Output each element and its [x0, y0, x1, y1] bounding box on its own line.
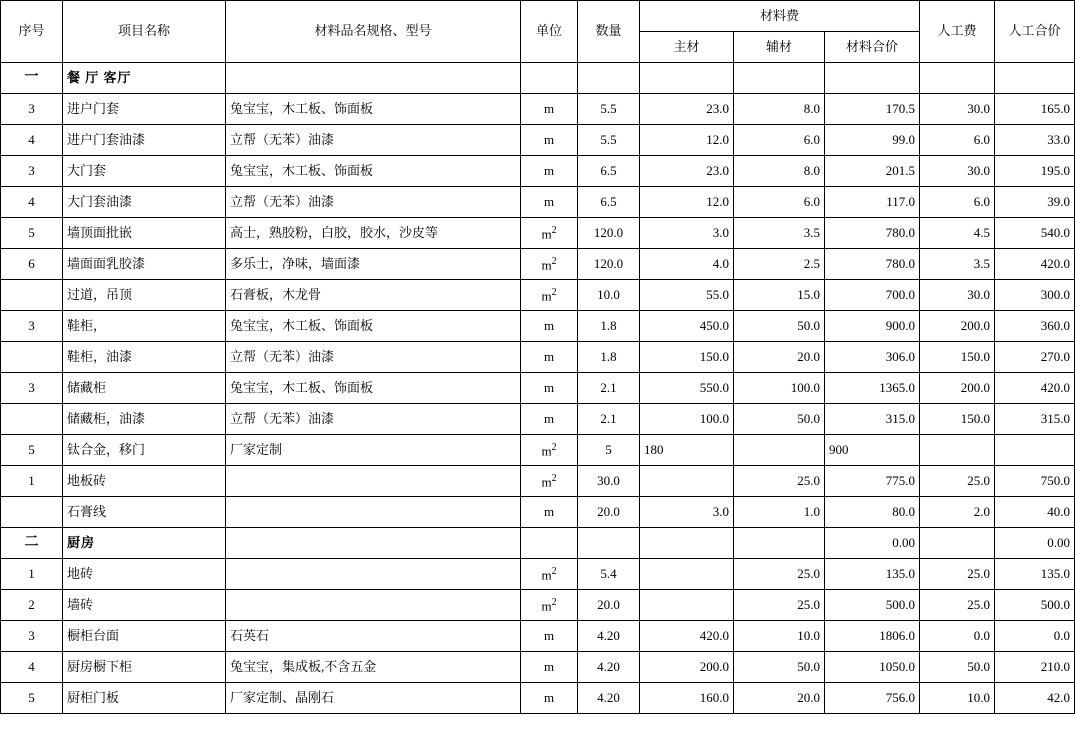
cell-main-material: 12.0: [640, 125, 734, 156]
cell-no: 一: [1, 63, 63, 94]
cell-main-material: 450.0: [640, 311, 734, 342]
cell-spec: 立帮（无苯）油漆: [226, 125, 521, 156]
table-row: [1, 94, 1075, 125]
cell-material-total: 0.00: [825, 528, 920, 559]
cell-spec: 立帮（无苯）油漆: [226, 187, 521, 218]
cell-unit: m: [521, 621, 578, 652]
cell-labor-fee: 30.0: [920, 280, 995, 311]
cell-main-material: 4.0: [640, 249, 734, 280]
cell-aux-material: 20.0: [734, 342, 825, 373]
cell-material-total: 99.0: [825, 125, 920, 156]
cell-no: 二: [1, 528, 63, 559]
cell-labor-total: 33.0: [995, 125, 1075, 156]
table-row: [1, 342, 1075, 373]
cell-aux-material: 2.5: [734, 249, 825, 280]
cell-main-material: 3.0: [640, 218, 734, 249]
cell-spec: 厂家定制、晶刚石: [226, 683, 521, 714]
cell-unit: $m^2$: [521, 280, 578, 311]
table-row: [1, 683, 1075, 714]
cell-labor-total: [995, 63, 1075, 94]
header-name: 项目名称: [63, 1, 226, 63]
cell-main-material: [640, 63, 734, 94]
cell-unit: [521, 63, 578, 94]
cell-qty: 10.0: [578, 280, 640, 311]
cell-name: 储藏柜: [63, 373, 226, 404]
header-spec: 材料品名规格、型号: [226, 1, 521, 63]
cell-no: 3: [1, 94, 63, 125]
cell-labor-total: 315.0: [995, 404, 1075, 435]
cell-aux-material: 100.0: [734, 373, 825, 404]
header-labor-fee: 人工费: [920, 1, 995, 63]
table-row: [1, 404, 1075, 435]
cell-main-material: 180: [640, 435, 734, 466]
cell-material-total: 201.5: [825, 156, 920, 187]
cell-spec: [226, 528, 521, 559]
cell-qty: 2.1: [578, 404, 640, 435]
cell-labor-total: 270.0: [995, 342, 1075, 373]
cell-no: 2: [1, 590, 63, 621]
cell-aux-material: [734, 528, 825, 559]
cell-aux-material: [734, 63, 825, 94]
cell-material-total: 780.0: [825, 249, 920, 280]
cell-qty: 20.0: [578, 497, 640, 528]
cell-labor-fee: [920, 528, 995, 559]
cell-material-total: 306.0: [825, 342, 920, 373]
cell-spec: 多乐士，净味，墙面漆: [226, 249, 521, 280]
cell-material-total: [825, 63, 920, 94]
cell-no: [1, 342, 63, 373]
cell-labor-total: 750.0: [995, 466, 1075, 497]
cell-labor-fee: 6.0: [920, 187, 995, 218]
cell-aux-material: 8.0: [734, 94, 825, 125]
cell-main-material: [640, 590, 734, 621]
cell-material-total: 1050.0: [825, 652, 920, 683]
cell-no: 1: [1, 559, 63, 590]
cell-spec: [226, 63, 521, 94]
cell-unit: $m^2$: [521, 590, 578, 621]
cell-name: 地板砖: [63, 466, 226, 497]
header-main-material: 主材: [640, 32, 734, 63]
cell-unit: $m^2$: [521, 218, 578, 249]
cell-material-total: 900.0: [825, 311, 920, 342]
header-qty: 数量: [578, 1, 640, 63]
cell-aux-material: 25.0: [734, 466, 825, 497]
cell-aux-material: 1.0: [734, 497, 825, 528]
cell-qty: 1.8: [578, 342, 640, 373]
cell-material-total: 135.0: [825, 559, 920, 590]
cell-labor-fee: 25.0: [920, 466, 995, 497]
cell-qty: 5.5: [578, 125, 640, 156]
cell-name: 橱柜台面: [63, 621, 226, 652]
cell-no: 4: [1, 187, 63, 218]
cell-qty: 120.0: [578, 249, 640, 280]
cell-qty: 5.4: [578, 559, 640, 590]
cell-unit: m: [521, 187, 578, 218]
cell-aux-material: 3.5: [734, 218, 825, 249]
cell-labor-fee: 4.5: [920, 218, 995, 249]
cell-name: 厨柜门板: [63, 683, 226, 714]
cell-name: 墙顶面批嵌: [63, 218, 226, 249]
cell-name: 储藏柜，油漆: [63, 404, 226, 435]
table-row: [1, 311, 1075, 342]
cell-labor-total: 360.0: [995, 311, 1075, 342]
cell-name: 大门套: [63, 156, 226, 187]
cell-unit: m: [521, 94, 578, 125]
table-row: [1, 373, 1075, 404]
cell-material-total: 700.0: [825, 280, 920, 311]
cell-labor-fee: 25.0: [920, 590, 995, 621]
header-aux-material: 辅材: [734, 32, 825, 63]
cell-labor-total: 210.0: [995, 652, 1075, 683]
cell-labor-fee: 200.0: [920, 311, 995, 342]
cell-unit: [521, 528, 578, 559]
cell-no: 3: [1, 373, 63, 404]
cell-labor-fee: 3.5: [920, 249, 995, 280]
cell-unit: $m^2$: [521, 466, 578, 497]
cell-main-material: [640, 528, 734, 559]
cell-name: 钛合金，移门: [63, 435, 226, 466]
cell-unit: m: [521, 497, 578, 528]
cell-name: 餐 厅 客厅: [63, 63, 226, 94]
table-row: [1, 466, 1075, 497]
cell-unit: $m^2$: [521, 559, 578, 590]
cell-qty: 5.5: [578, 94, 640, 125]
cell-qty: 20.0: [578, 590, 640, 621]
cell-spec: [226, 497, 521, 528]
cell-labor-total: 165.0: [995, 94, 1075, 125]
header-unit: 单位: [521, 1, 578, 63]
cell-spec: 立帮（无苯）油漆: [226, 342, 521, 373]
cell-material-total: 1365.0: [825, 373, 920, 404]
cell-aux-material: 20.0: [734, 683, 825, 714]
cell-spec: 立帮（无苯）油漆: [226, 404, 521, 435]
cell-labor-total: 300.0: [995, 280, 1075, 311]
cell-qty: 6.5: [578, 187, 640, 218]
cell-spec: [226, 559, 521, 590]
table-body: [1, 63, 1075, 714]
cell-labor-fee: 0.0: [920, 621, 995, 652]
cell-name: 大门套油漆: [63, 187, 226, 218]
cell-labor-total: 500.0: [995, 590, 1075, 621]
cell-qty: [578, 63, 640, 94]
cell-labor-fee: 25.0: [920, 559, 995, 590]
table-section-row: [1, 528, 1075, 559]
cell-main-material: 3.0: [640, 497, 734, 528]
cell-no: 5: [1, 683, 63, 714]
cell-spec: [226, 590, 521, 621]
cell-main-material: [640, 559, 734, 590]
cell-unit: m: [521, 652, 578, 683]
cell-main-material: 12.0: [640, 187, 734, 218]
cell-spec: [226, 466, 521, 497]
cell-aux-material: 6.0: [734, 187, 825, 218]
cell-qty: 4.20: [578, 621, 640, 652]
cell-qty: 30.0: [578, 466, 640, 497]
cell-main-material: 200.0: [640, 652, 734, 683]
cell-material-total: 775.0: [825, 466, 920, 497]
cell-aux-material: 15.0: [734, 280, 825, 311]
cell-qty: [578, 528, 640, 559]
cell-labor-fee: 30.0: [920, 94, 995, 125]
cell-name: 墙面面乳胶漆: [63, 249, 226, 280]
cell-spec: 石英石: [226, 621, 521, 652]
table-row: [1, 218, 1075, 249]
cell-no: 6: [1, 249, 63, 280]
header-row-top: [1, 1, 1075, 32]
cell-labor-total: 195.0: [995, 156, 1075, 187]
cell-material-total: 315.0: [825, 404, 920, 435]
cell-aux-material: 25.0: [734, 559, 825, 590]
table-row: [1, 559, 1075, 590]
cell-aux-material: [734, 435, 825, 466]
cell-name: 鞋柜，油漆: [63, 342, 226, 373]
cell-material-total: 1806.0: [825, 621, 920, 652]
cell-labor-fee: 50.0: [920, 652, 995, 683]
cell-name: 地砖: [63, 559, 226, 590]
cell-labor-fee: 2.0: [920, 497, 995, 528]
cell-labor-total: 420.0: [995, 249, 1075, 280]
cell-name: 石膏线: [63, 497, 226, 528]
cell-labor-total: 0.00: [995, 528, 1075, 559]
cell-material-total: 900: [825, 435, 920, 466]
table-row: [1, 590, 1075, 621]
cell-material-total: 170.5: [825, 94, 920, 125]
table-row: [1, 125, 1075, 156]
cell-name: 鞋柜，: [63, 311, 226, 342]
cell-name: 进户门套油漆: [63, 125, 226, 156]
header-material-total: 材料合价: [825, 32, 920, 63]
cell-aux-material: 8.0: [734, 156, 825, 187]
table-row: [1, 187, 1075, 218]
cell-main-material: 55.0: [640, 280, 734, 311]
cell-labor-fee: 30.0: [920, 156, 995, 187]
cell-labor-total: 42.0: [995, 683, 1075, 714]
table-section-row: [1, 63, 1075, 94]
cell-spec: 兔宝宝，木工板、饰面板: [226, 373, 521, 404]
cell-main-material: 420.0: [640, 621, 734, 652]
cell-main-material: 23.0: [640, 94, 734, 125]
cell-qty: 5: [578, 435, 640, 466]
cell-name: 厨房橱下柜: [63, 652, 226, 683]
table-row: [1, 156, 1075, 187]
cell-main-material: 150.0: [640, 342, 734, 373]
cell-name: 墙砖: [63, 590, 226, 621]
cell-labor-fee: [920, 63, 995, 94]
cell-no: [1, 404, 63, 435]
cell-no: 3: [1, 156, 63, 187]
cell-no: [1, 497, 63, 528]
cell-aux-material: 50.0: [734, 404, 825, 435]
cell-spec: 兔宝宝，木工板、饰面板: [226, 94, 521, 125]
cell-name: 进户门套: [63, 94, 226, 125]
cell-unit: $m^2$: [521, 249, 578, 280]
cell-qty: 120.0: [578, 218, 640, 249]
table-row: [1, 280, 1075, 311]
cell-labor-total: 40.0: [995, 497, 1075, 528]
header-no: 序号: [1, 1, 63, 63]
cell-spec: 兔宝宝，木工板、饰面板: [226, 311, 521, 342]
cell-aux-material: 10.0: [734, 621, 825, 652]
cell-unit: m: [521, 342, 578, 373]
cell-labor-total: [995, 435, 1075, 466]
table-row: [1, 652, 1075, 683]
cell-qty: 1.8: [578, 311, 640, 342]
cell-name: 过道，吊顶: [63, 280, 226, 311]
header-labor-total: 人工合价: [995, 1, 1075, 63]
cell-spec: 高士，熟胶粉，白胶，胶水，沙皮等: [226, 218, 521, 249]
cell-labor-fee: 150.0: [920, 404, 995, 435]
cell-no: 5: [1, 435, 63, 466]
cell-aux-material: 50.0: [734, 311, 825, 342]
cell-labor-total: 135.0: [995, 559, 1075, 590]
cell-labor-fee: 10.0: [920, 683, 995, 714]
cell-name: 厨房: [63, 528, 226, 559]
cell-no: 1: [1, 466, 63, 497]
cell-aux-material: 50.0: [734, 652, 825, 683]
cell-main-material: 100.0: [640, 404, 734, 435]
cell-no: [1, 280, 63, 311]
cell-spec: 兔宝宝，木工板、饰面板: [226, 156, 521, 187]
cell-qty: 4.20: [578, 683, 640, 714]
cell-no: 5: [1, 218, 63, 249]
cell-labor-fee: [920, 435, 995, 466]
cell-main-material: 23.0: [640, 156, 734, 187]
cell-labor-total: 0.0: [995, 621, 1075, 652]
header-material-fee: 材料费: [640, 1, 920, 32]
cell-no: 4: [1, 652, 63, 683]
cell-qty: 6.5: [578, 156, 640, 187]
cell-material-total: 780.0: [825, 218, 920, 249]
table-row: [1, 435, 1075, 466]
cell-no: 3: [1, 621, 63, 652]
table-row: [1, 621, 1075, 652]
cell-spec: 兔宝宝，集成板,不含五金: [226, 652, 521, 683]
cell-labor-total: 540.0: [995, 218, 1075, 249]
cell-unit: $m^2$: [521, 435, 578, 466]
cell-material-total: 117.0: [825, 187, 920, 218]
cell-unit: m: [521, 156, 578, 187]
cell-main-material: 160.0: [640, 683, 734, 714]
cell-aux-material: 25.0: [734, 590, 825, 621]
cell-labor-total: 420.0: [995, 373, 1075, 404]
cell-unit: m: [521, 311, 578, 342]
cell-labor-fee: 150.0: [920, 342, 995, 373]
table-row: [1, 497, 1075, 528]
cell-spec: 石膏板，木龙骨: [226, 280, 521, 311]
cell-unit: m: [521, 125, 578, 156]
table-header: [1, 1, 1075, 63]
cell-material-total: 756.0: [825, 683, 920, 714]
cell-spec: 厂家定制: [226, 435, 521, 466]
cell-labor-fee: 200.0: [920, 373, 995, 404]
cell-main-material: [640, 466, 734, 497]
cell-unit: m: [521, 683, 578, 714]
cell-aux-material: 6.0: [734, 125, 825, 156]
cell-labor-total: 39.0: [995, 187, 1075, 218]
cell-labor-fee: 6.0: [920, 125, 995, 156]
cell-qty: 4.20: [578, 652, 640, 683]
cell-unit: m: [521, 404, 578, 435]
cell-qty: 2.1: [578, 373, 640, 404]
cell-no: 3: [1, 311, 63, 342]
cell-material-total: 500.0: [825, 590, 920, 621]
cell-no: 4: [1, 125, 63, 156]
cell-material-total: 80.0: [825, 497, 920, 528]
table-row: [1, 249, 1075, 280]
cell-unit: m: [521, 373, 578, 404]
cell-main-material: 550.0: [640, 373, 734, 404]
